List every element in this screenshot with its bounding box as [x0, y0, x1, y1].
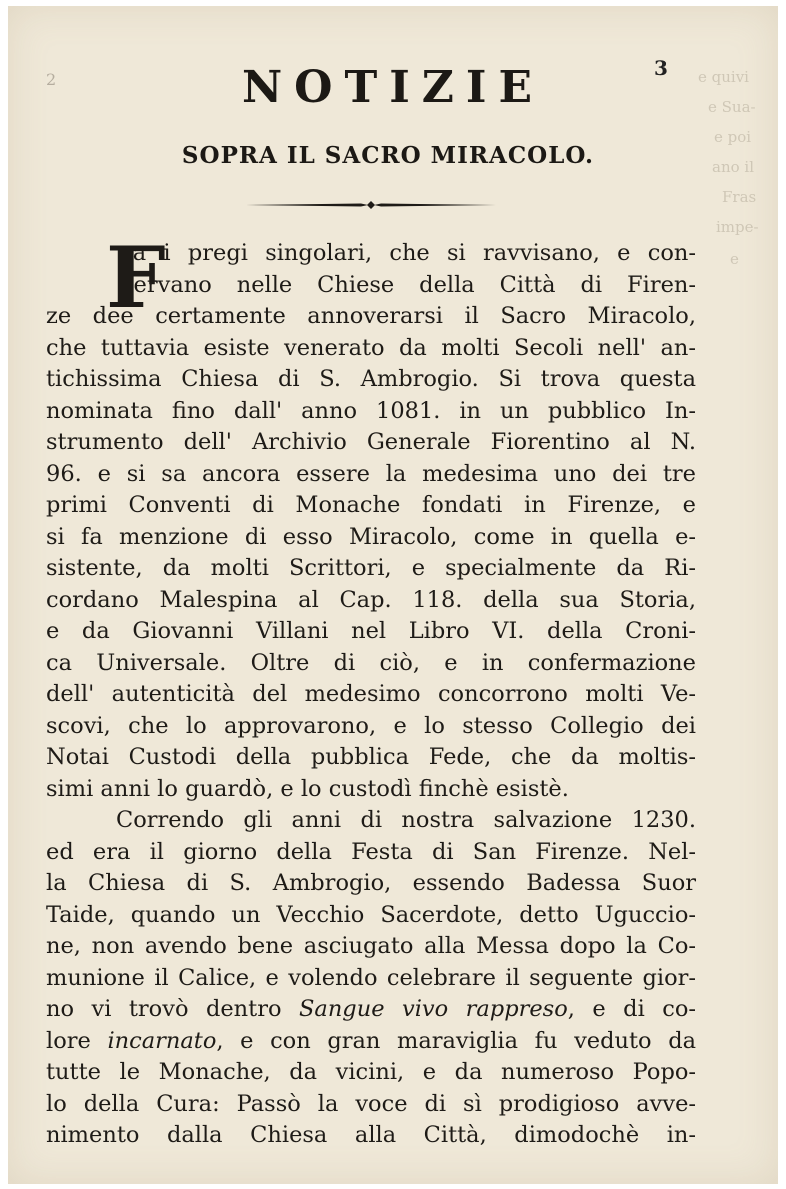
text-line: nimento dalla Chiesa alla Città, dimodochè in- [46, 1122, 696, 1148]
text-line: ne, non avendo bene asciugato alla Messa dopo la Co- [46, 933, 696, 959]
text-line: ra i pregi singolari, che si ravvisano, e con- [122, 240, 696, 266]
text-line: che tuttavia esiste venerato da molti Secoli nell' an- [46, 334, 696, 361]
book-page [8, 6, 778, 1184]
bleed-text: e poi [714, 128, 752, 146]
text-line: tichissima Chiesa di S. Ambrogio. Si trova questa [46, 366, 696, 392]
text-line [46, 994, 696, 1026]
text-line: lo della Cura: Passò la voce di sì prodigioso avve- [46, 1090, 696, 1117]
text-line: ed era il giorno della Festa di San Firenze. Nel- [46, 838, 696, 865]
bleed-text: e quivi [698, 68, 749, 86]
text-line: servano nelle Chiese della Città di Firen- [122, 271, 696, 298]
bleed-text: e Sua- [708, 98, 756, 116]
text-line [46, 1026, 696, 1058]
bleed-text: e [730, 250, 739, 268]
text-line: la Chiesa di S. Ambrogio, essendo Badessa Suor [46, 870, 696, 896]
text-run: , e con gran maraviglia fu veduto da [216, 1027, 697, 1054]
text-line: Correndo gli anni di nostra salvazione 1230. [116, 807, 696, 833]
text-run: , e di co- [567, 996, 696, 1022]
text-line: ze dee certamente annoverarsi il Sacro Miracolo, [46, 303, 696, 329]
bleed-text: impe- [716, 218, 759, 236]
text-line: sistente, da molti Scrittori, e specialmente da Ri- [46, 555, 696, 581]
page-subtitle: SOPRA IL SACRO MIRACOLO. [181, 142, 595, 169]
text-run: lore [46, 1027, 108, 1054]
bleed-text: Fras [722, 188, 757, 206]
text-line: Taide, quando un Vecchio Sacerdote, detto Uguccio- [46, 901, 696, 928]
text-line: e da Giovanni Villani nel Libro VI. della Croni- [46, 618, 696, 644]
text-line: simi anni lo guardò, e lo custodì finchè esistè. [46, 775, 569, 802]
page-number: 3 [654, 56, 668, 80]
italic-run: Sangue vivo rappreso [298, 996, 568, 1022]
text-line: strumento dell' Archivio Generale Fiorentino al N. [46, 429, 696, 455]
text-line: 96. e si sa ancora essere la medesima uno dei tre [46, 460, 696, 487]
text-run: no vi trovò dentro [46, 996, 299, 1022]
text-line: primi Conventi di Monache fondati in Firenze, e [46, 492, 696, 518]
italic-run: incarnato [107, 1027, 217, 1054]
bleed-text: ano il [712, 158, 754, 176]
text-body [46, 228, 697, 1152]
text-line: dell' autenticità del medesimo concorrono molti Ve- [46, 681, 696, 707]
text-line: ca Universale. Oltre di ciò, e in confermazione [46, 649, 696, 676]
bleed-page-number: 2 [46, 70, 57, 89]
text-line: munione il Calice, e volendo celebrare il seguente gior- [46, 964, 696, 991]
text-line: Notai Custodi della pubblica Fede, che da moltis- [46, 744, 696, 770]
text-line: nominata fino dall' anno 1081. in un pubblico In- [46, 397, 696, 424]
text-line: tutte le Monache, da vicini, e da numeroso Popo- [46, 1059, 696, 1085]
text-line: scovi, che lo approvarono, e lo stesso Collegio dei [46, 712, 696, 739]
text-line: cordano Malespina al Cap. 118. della sua Storia, [46, 586, 696, 613]
page-title: NOTIZIE [241, 62, 545, 113]
drop-cap: F [106, 228, 166, 327]
ornament-rule-icon [246, 198, 496, 212]
text-line: si fa menzione di esso Miracolo, come in quella e- [46, 523, 696, 550]
